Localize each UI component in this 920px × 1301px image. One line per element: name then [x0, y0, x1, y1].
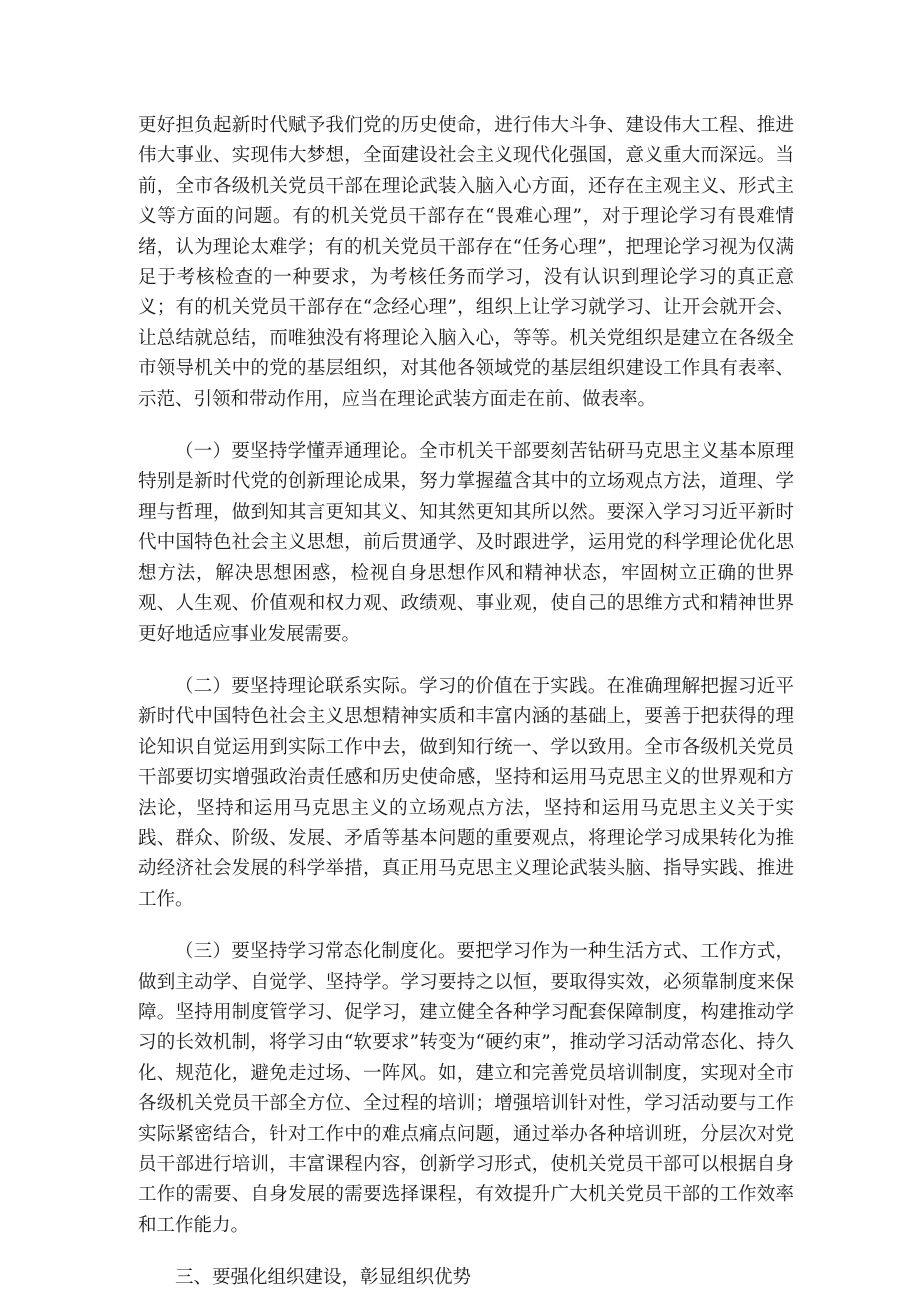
section-heading: 三、要强化组织建设，彰显组织优势	[175, 1267, 472, 1289]
paragraph-section-2: （二）要坚持理论联系实际。学习的价值在于实践。在准确理解把握习近平新时代中国特色社会主义思想精神实质和丰富内涵的基础上，要善于把获得的理论知识自觉运用到实际工作中去，做到知行统一、学以致用。全市各级机关党员干部要切实增强政治责任感和历史使命感，坚持和运用马克思主义的世界观和方法论，坚持和运用马克思主义的立场观点方法，坚持和运用马克思主义关于实践、群众、阶级、发展、矛盾等基本问题的重要观点，将理论学习成果转化为推动经济社会发展的科学举措，真正用马克思主义理论武装头脑、指导实践、推进工作。	[138, 675, 794, 910]
paragraph-section-1: （一）要坚持学懂弄通理论。全市机关干部要刻苦钻研马克思主义基本原理特别是新时代党的创新理论成果，努力掌握蕴含其中的立场观点方法，道理、学理与哲理，做到知其言更知其义、知其然更知其所以然。要深入学习习近平新时代中国特色社会主义思想，前后贯通学、及时跟进学，运用党的科学理论优化思想方法，解决思想困惑，检视自身思想作风和精神状态，牢固树立正确的世界观、人生观、价值观和权力观、政绩观、事业观，使自己的思维方式和精神世界更好地适应事业发展需要。	[138, 441, 794, 645]
paragraph-intro-continuation: 更好担负起新时代赋予我们党的历史使命，进行伟大斗争、建设伟大工程、推进伟大事业、实现伟大梦想，全面建设社会主义现代化强国，意义重大而深远。当前，全市各级机关党员干部在理论武装入脑入心方面，还存在主观主义、形式主义等方面的问题。有的机关党员干部存在“畏难心理”，对于理论学习有畏难情绪，认为理论太难学；有的机关党员干部存在“任务心理”，把理论学习视为仅满足于考核检查的一种要求，为考核任务而学习，没有认识到理论学习的真正意义；有的机关党员干部存在“念经心理”，组织上让学习就学习、让开会就开会、让总结就总结，而唯独没有将理论入脑入心，等等。机关党组织是建立在各级全市领导机关中的党的基层组织，对其他各领域党的基层组织建设工作具有表率、示范、引领和带动作用，应当在理论武装方面走在前、做表率。	[138, 115, 794, 410]
paragraph-section-3: （三）要坚持学习常态化制度化。要把学习作为一种生活方式、工作方式，做到主动学、自觉学、坚持学。学习要持之以恒，要取得实效，必须靠制度来保障。坚持用制度管学习、促学习，建立健全各种学习配套保障制度，构建推动学习的长效机制，将学习由“软要求”转变为“硬约束”，推动学习活动常态化、持久化、规范化，避免走过场、一阵风。如，建立和完善党员培训制度，实现对全市各级机关党员干部全方位、全过程的培训；增强培训针对性，学习活动要与工作实际紧密结合，针对工作中的难点痛点问题，通过举办各种培训班，分层次对党员干部进行培训，丰富课程内容，创新学习形式，使机关党员干部可以根据自身工作的需要、自身发展的需要选择课程，有效提升广大机关党员干部的工作效率和工作能力。	[138, 941, 794, 1236]
document-body	[138, 111, 794, 1294]
